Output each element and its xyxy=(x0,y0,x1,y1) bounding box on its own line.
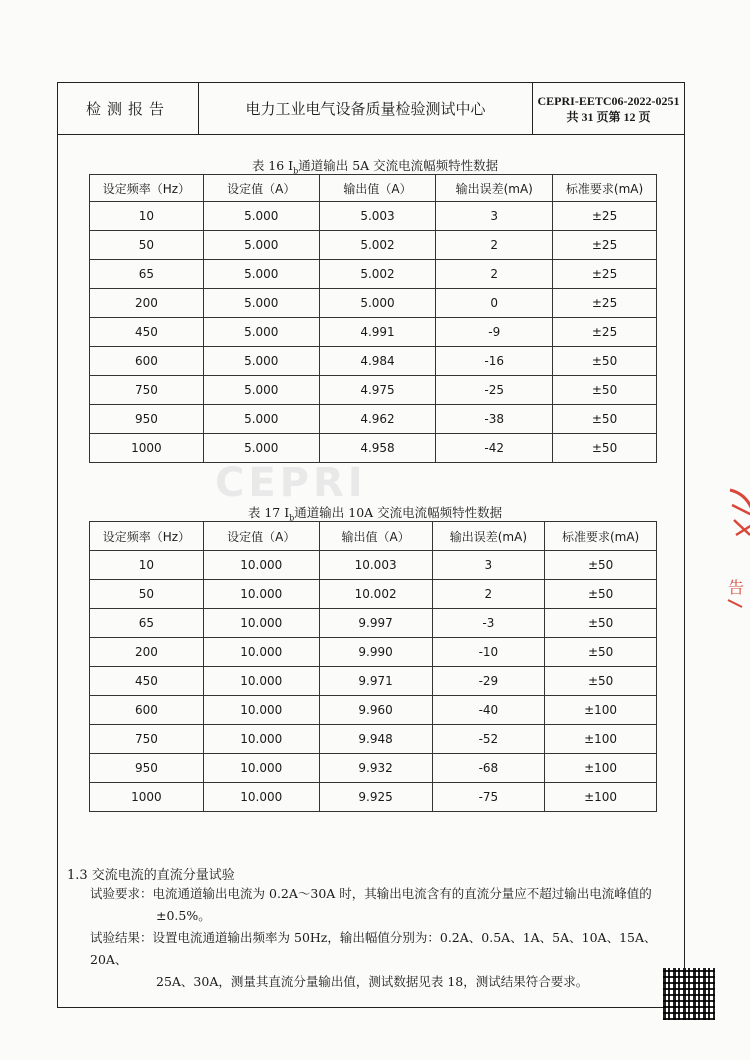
table-cell: 10.002 xyxy=(319,580,432,609)
table-cell: ±50 xyxy=(553,376,657,405)
table-cell: 1000 xyxy=(90,783,204,812)
table-cell: 4.991 xyxy=(319,318,436,347)
caption-rest: 通道输出 10A 交流电流幅频特性数据 xyxy=(294,505,503,520)
table-cell: 3 xyxy=(432,551,545,580)
table-cell: ±25 xyxy=(553,202,657,231)
table-cell: 9.997 xyxy=(319,609,432,638)
table-row xyxy=(90,434,657,463)
table-cell: -42 xyxy=(436,434,553,463)
table-cell: -29 xyxy=(432,667,545,696)
test-result xyxy=(90,927,680,993)
table-cell: -68 xyxy=(432,754,545,783)
caption-rest: 通道输出 5A 交流电流幅频特性数据 xyxy=(298,158,499,173)
table-row xyxy=(90,638,657,667)
table-cell: 5.000 xyxy=(203,260,319,289)
table-cell: 9.960 xyxy=(319,696,432,725)
table-cell: 4.958 xyxy=(319,434,436,463)
column-header: 标准要求(mA) xyxy=(553,175,657,202)
table-cell: 750 xyxy=(90,376,204,405)
table-cell: 10.000 xyxy=(203,725,319,754)
watermark: CEPRI xyxy=(215,460,367,506)
table-cell: ±25 xyxy=(553,260,657,289)
seal-stamp xyxy=(722,485,750,625)
table-row xyxy=(90,725,657,754)
table-row xyxy=(90,347,657,376)
table-cell: ±50 xyxy=(545,551,657,580)
table-cell: 10.000 xyxy=(203,667,319,696)
column-header: 设定值（A） xyxy=(203,522,319,551)
table-cell: 5.000 xyxy=(203,202,319,231)
table-cell: 2 xyxy=(436,260,553,289)
table-row xyxy=(90,580,657,609)
table-row xyxy=(90,231,657,260)
table-cell: 9.990 xyxy=(319,638,432,667)
table-cell: -38 xyxy=(436,405,553,434)
table-cell: 10 xyxy=(90,551,204,580)
table-cell: ±50 xyxy=(545,667,657,696)
table-cell: ±25 xyxy=(553,289,657,318)
column-header: 设定值（A） xyxy=(203,175,319,202)
table-cell: 10.000 xyxy=(203,783,319,812)
report-meta xyxy=(533,83,684,134)
table-cell: 50 xyxy=(90,231,204,260)
table-cell: 950 xyxy=(90,405,204,434)
table-cell: 3 xyxy=(436,202,553,231)
table-cell: 450 xyxy=(90,667,204,696)
caption-prefix: 表 16 I xyxy=(251,158,294,173)
table-cell: 5.002 xyxy=(319,260,436,289)
table17-caption xyxy=(200,503,550,523)
table-cell: 5.000 xyxy=(203,376,319,405)
table-cell: 50 xyxy=(90,580,204,609)
table-row xyxy=(90,609,657,638)
table-cell: ±100 xyxy=(545,725,657,754)
table-cell: ±100 xyxy=(545,783,657,812)
stamp-char: 告 xyxy=(728,578,745,597)
table-row xyxy=(90,289,657,318)
table-cell: 5.000 xyxy=(203,318,319,347)
column-header: 设定频率（Hz） xyxy=(90,522,204,551)
header-row xyxy=(90,175,657,202)
table-cell: ±100 xyxy=(545,754,657,783)
table-row xyxy=(90,551,657,580)
table-cell: 0 xyxy=(436,289,553,318)
table-cell: 5.000 xyxy=(203,405,319,434)
table-cell: ±50 xyxy=(545,638,657,667)
res-text-1: 设置电流通道输出频率为 50Hz，输出幅值分别为：0.2A、0.5A、1A、5A、10A、15A、20A、 xyxy=(90,930,657,967)
req-line-1 xyxy=(90,883,680,905)
table-cell: -40 xyxy=(432,696,545,725)
column-header: 输出误差(mA) xyxy=(432,522,545,551)
table-cell: ±50 xyxy=(545,609,657,638)
table-cell: 950 xyxy=(90,754,204,783)
res-text-2: 25A、30A，测量其直流分量输出值，测试数据见表 18，测试结果符合要求。 xyxy=(156,974,589,989)
table-cell: 10 xyxy=(90,202,204,231)
table-cell: ±25 xyxy=(553,231,657,260)
table-cell: 200 xyxy=(90,289,204,318)
table-cell: -9 xyxy=(436,318,553,347)
table-row xyxy=(90,783,657,812)
table-cell: 5.002 xyxy=(319,231,436,260)
table-cell: 2 xyxy=(432,580,545,609)
table-cell: 2 xyxy=(436,231,553,260)
table-cell: -52 xyxy=(432,725,545,754)
table-row xyxy=(90,405,657,434)
table-cell: 5.000 xyxy=(203,231,319,260)
caption-prefix: 表 17 I xyxy=(247,505,290,520)
table-cell: 10.000 xyxy=(203,551,319,580)
test-requirement xyxy=(90,883,680,927)
table-cell: 4.984 xyxy=(319,347,436,376)
table-cell: 4.975 xyxy=(319,376,436,405)
table-row xyxy=(90,318,657,347)
table-cell: 10.003 xyxy=(319,551,432,580)
table-cell: ±50 xyxy=(553,347,657,376)
table16 xyxy=(89,174,657,463)
header-row xyxy=(90,522,657,551)
table-cell: 5.000 xyxy=(319,289,436,318)
table-cell: ±50 xyxy=(545,580,657,609)
column-header: 输出值（A） xyxy=(319,175,436,202)
table-row xyxy=(90,260,657,289)
table-cell: 5.003 xyxy=(319,202,436,231)
table16-caption xyxy=(200,156,550,176)
table-cell: 4.962 xyxy=(319,405,436,434)
table-row xyxy=(90,202,657,231)
column-header: 设定频率（Hz） xyxy=(90,175,204,202)
table-cell: 10.000 xyxy=(203,696,319,725)
table-cell: 10.000 xyxy=(203,609,319,638)
table-cell: 9.948 xyxy=(319,725,432,754)
table-cell: 600 xyxy=(90,696,204,725)
table-cell: 450 xyxy=(90,318,204,347)
res-label: 试验结果： xyxy=(90,930,153,945)
table17 xyxy=(89,521,657,812)
req-text-2: ±0.5%。 xyxy=(156,908,211,923)
table-cell: 10.000 xyxy=(203,638,319,667)
column-header: 输出值（A） xyxy=(319,522,432,551)
report-header xyxy=(58,83,684,135)
page-info: 共 31 页第 12 页 xyxy=(566,109,651,124)
table-cell: ±100 xyxy=(545,696,657,725)
qr-code xyxy=(663,968,715,1020)
caption-sub: b xyxy=(289,513,295,523)
table-row xyxy=(90,754,657,783)
report-number: CEPRI-EETC06-2022-0251 xyxy=(537,93,680,108)
table-cell: -75 xyxy=(432,783,545,812)
caption-sub: b xyxy=(293,166,299,176)
table-cell: 1000 xyxy=(90,434,204,463)
table-cell: 9.932 xyxy=(319,754,432,783)
table-cell: 10.000 xyxy=(203,580,319,609)
table-cell: 5.000 xyxy=(203,347,319,376)
table-cell: -3 xyxy=(432,609,545,638)
column-header: 标准要求(mA) xyxy=(545,522,657,551)
table-row xyxy=(90,696,657,725)
doc-type-label: 检测报告 xyxy=(58,83,199,134)
req-text-1: 电流通道输出电流为 0.2A～30A 时，其输出电流含有的直流分量应不超过输出电流峰值的 xyxy=(152,886,652,901)
req-label: 试验要求： xyxy=(90,886,153,901)
table-cell: -10 xyxy=(432,638,545,667)
table-cell: ±50 xyxy=(553,405,657,434)
table-cell: -25 xyxy=(436,376,553,405)
table-cell: -16 xyxy=(436,347,553,376)
res-line-1 xyxy=(90,927,680,971)
table-cell: 10.000 xyxy=(203,754,319,783)
table-cell: ±25 xyxy=(553,318,657,347)
table-cell: 600 xyxy=(90,347,204,376)
table-cell: 5.000 xyxy=(203,289,319,318)
table-cell: ±50 xyxy=(553,434,657,463)
table-cell: 5.000 xyxy=(203,434,319,463)
table-cell: 65 xyxy=(90,260,204,289)
section-title: 1.3 交流电流的直流分量试验 xyxy=(67,868,235,883)
table-cell: 200 xyxy=(90,638,204,667)
table-cell: 65 xyxy=(90,609,204,638)
table-cell: 9.971 xyxy=(319,667,432,696)
table-row xyxy=(90,376,657,405)
table-cell: 750 xyxy=(90,725,204,754)
center-name: 电力工业电气设备质量检验测试中心 xyxy=(199,83,533,134)
table-cell: 9.925 xyxy=(319,783,432,812)
column-header: 输出误差(mA) xyxy=(436,175,553,202)
table-row xyxy=(90,667,657,696)
